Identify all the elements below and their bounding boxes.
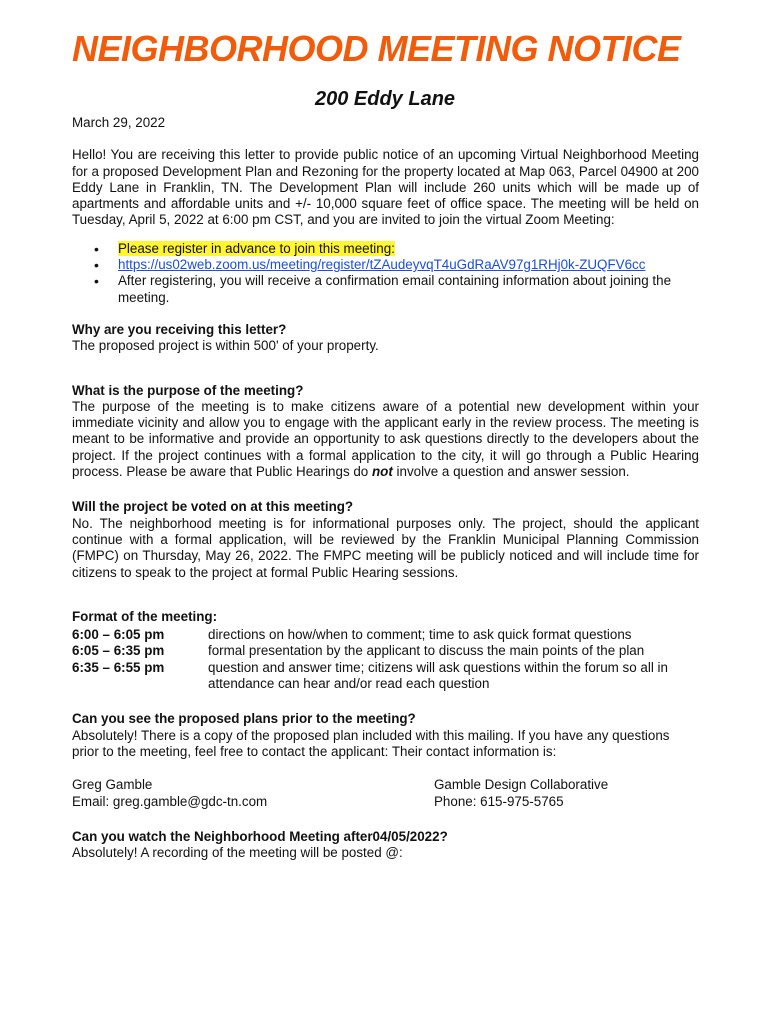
why-body: The proposed project is within 500' of your property. bbox=[72, 338, 379, 354]
register-instruction: Please register in advance to join this meeting: bbox=[118, 240, 395, 256]
after-registering-note: After registering, you will receive a confirmation email containing information about joining the meeting. bbox=[118, 273, 672, 305]
zoom-registration-link[interactable]: https://us02web.zoom.us/meeting/register/tZAudeyvqT4uGdRaAV97g1RHj0k-ZUQFV6cc bbox=[118, 257, 646, 273]
schedule-description: question and answer time; citizens will ask questions within the forum so all in attendance can hear and/or read each question bbox=[208, 659, 668, 692]
list-item bbox=[118, 273, 699, 306]
contact-person bbox=[72, 777, 372, 810]
letter-date: March 29, 2022 bbox=[72, 115, 166, 130]
schedule-description: formal presentation by the applicant to discuss the main points of the plan bbox=[208, 643, 645, 659]
schedule-time: 6:05 – 6:35 pm bbox=[72, 643, 165, 659]
letter-body bbox=[72, 115, 699, 861]
list-item bbox=[118, 257, 699, 273]
list-item bbox=[118, 241, 699, 257]
recording-heading: Can you watch the Neighborhood Meeting after04/05/2022? bbox=[72, 828, 448, 844]
plans-heading: Can you see the proposed plans prior to the meeting? bbox=[72, 711, 416, 727]
schedule-time: 6:35 – 6:55 pm bbox=[72, 659, 165, 675]
contact-phone: Phone: 615-975-5765 bbox=[434, 793, 564, 809]
schedule-row bbox=[72, 660, 699, 693]
purpose-body bbox=[72, 399, 699, 480]
schedule-row bbox=[72, 643, 699, 659]
purpose-emphasis: not bbox=[371, 464, 393, 480]
notice-title: NEIGHBORHOOD MEETING NOTICE bbox=[72, 28, 681, 69]
registration-list bbox=[72, 241, 699, 306]
company-name: Gamble Design Collaborative bbox=[434, 777, 609, 793]
format-heading: Format of the meeting: bbox=[72, 608, 218, 624]
schedule-time: 6:00 – 6:05 pm bbox=[72, 627, 165, 643]
purpose-text-end: involve a question and answer session. bbox=[392, 464, 630, 480]
property-address: 200 Eddy Lane bbox=[314, 88, 456, 110]
meeting-schedule bbox=[72, 627, 699, 692]
voted-heading: Will the project be voted on at this meeting? bbox=[72, 499, 354, 515]
purpose-text: The purpose of the meeting is to make citizens aware of a potential new development within your immediate vicinity and allow you to engage with the applicant early in the review process. The meeting is meant to be informative and provide an opportunity to ask questions directly to the developers about the project. If the project continues with a formal application to the city, it will go through a Public Hearing process. Please be aware that Public Hearings do bbox=[72, 398, 699, 480]
schedule-description: directions on how/when to comment; time to ask quick format questions bbox=[208, 627, 632, 643]
contact-name: Greg Gamble bbox=[72, 777, 153, 793]
contact-company bbox=[434, 777, 699, 810]
recording-body: Absolutely! A recording of the meeting will be posted @: bbox=[72, 845, 403, 861]
intro-paragraph: Hello! You are receiving this letter to provide public notice of an upcoming Virtual Neighborhood Meeting for a proposed Development Plan and Rezoning for the property located at Map 063, Parcel 04900 at 200 Eddy Lane in Franklin, TN. The Development Plan will include 260 units which will be made up of apartments and affordable units and +/- 10,000 square feet of office space. The meeting will be held on Tuesday, April 5, 2022 at 6:00 pm CST, and you are invited to join the virtual Zoom Meeting: bbox=[72, 147, 699, 228]
contact-info bbox=[72, 777, 699, 810]
purpose-heading: What is the purpose of the meeting? bbox=[72, 382, 304, 398]
why-heading: Why are you receiving this letter? bbox=[72, 321, 287, 337]
voted-body: No. The neighborhood meeting is for informational purposes only. The project, should the applicant continue with a formal application, will be reviewed by the Franklin Municipal Planning Commission (FMPC) on Thursday, May 26, 2022. The FMPC meeting will be publicly noticed and will include time for citizens to speak to the project at formal Public Hearing sessions. bbox=[72, 515, 699, 580]
plans-body: Absolutely! There is a copy of the proposed plan included with this mailing. If you have any questions prior to the meeting, feel free to contact the applicant: Their contact information is: bbox=[72, 727, 670, 759]
schedule-row bbox=[72, 627, 699, 643]
contact-email: Email: greg.gamble@gdc-tn.com bbox=[72, 793, 268, 809]
